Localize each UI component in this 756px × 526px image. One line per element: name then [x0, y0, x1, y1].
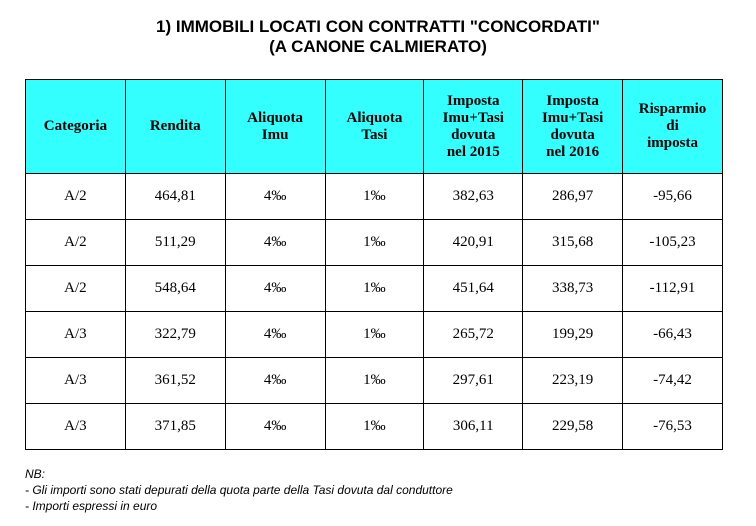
page-title — [0, 17, 756, 57]
table-cell: 1‰ — [325, 220, 424, 266]
table-cell: -74,42 — [623, 358, 723, 404]
column-header-line: Risparmio — [638, 101, 707, 117]
table-cell: 548,64 — [125, 266, 225, 312]
table-cell: 297,61 — [424, 358, 523, 404]
notes-label: NB: — [25, 467, 46, 481]
column-header — [623, 80, 723, 174]
table-header — [26, 80, 723, 174]
note-line-1: - Gli importi sono stati depurati della quota parte della Tasi dovuta dal conduttore — [25, 483, 453, 497]
table-cell: A/3 — [26, 358, 126, 404]
table-cell: -95,66 — [623, 174, 723, 220]
table-cell: 199,29 — [523, 312, 623, 358]
table-cell: 265,72 — [424, 312, 523, 358]
table-cell: -76,53 — [623, 404, 723, 450]
column-header-line: Imu — [261, 126, 289, 143]
table-cell: 1‰ — [325, 266, 424, 312]
table-cell: -66,43 — [623, 312, 723, 358]
table-cell: -105,23 — [623, 220, 723, 266]
column-header-line: di — [666, 118, 679, 134]
note-line-2: - Importi espressi in euro — [25, 499, 158, 513]
table-cell: 223,19 — [523, 358, 623, 404]
table-row — [26, 174, 723, 220]
column-header-line: nel 2016 — [546, 143, 600, 160]
table-body — [26, 174, 723, 450]
column-header — [523, 80, 623, 174]
table-row — [26, 266, 723, 312]
tax-table — [25, 79, 723, 450]
table-cell: 511,29 — [125, 220, 225, 266]
table-cell: 451,64 — [424, 266, 523, 312]
column-header-line: dovuta — [451, 126, 496, 143]
table-cell: 464,81 — [125, 174, 225, 220]
column-header — [225, 80, 325, 174]
table-row — [26, 312, 723, 358]
table-row — [26, 220, 723, 266]
table-row — [26, 358, 723, 404]
table-cell: 4‰ — [225, 220, 325, 266]
table-cell: 315,68 — [523, 220, 623, 266]
column-header-line: nel 2015 — [446, 143, 500, 160]
table-cell: A/2 — [26, 266, 126, 312]
title-line-2: (A CANONE CALMIERATO) — [269, 37, 487, 56]
column-header-line: Tasi — [361, 126, 388, 143]
table-cell: 382,63 — [424, 174, 523, 220]
table-cell: 1‰ — [325, 312, 424, 358]
column-header-line: Imposta — [546, 92, 599, 109]
table-cell: A/2 — [26, 220, 126, 266]
column-header-line: Rendita — [149, 118, 201, 134]
column-header-line: Aliquota — [247, 109, 304, 126]
table-cell: 371,85 — [125, 404, 225, 450]
table-cell: 4‰ — [225, 358, 325, 404]
table-cell: 4‰ — [225, 174, 325, 220]
notes — [25, 466, 453, 514]
table-cell: A/3 — [26, 404, 126, 450]
column-header-line: Imposta — [447, 92, 500, 109]
table-cell: A/2 — [26, 174, 126, 220]
table-cell: 229,58 — [523, 404, 623, 450]
column-header — [325, 80, 424, 174]
table-cell: 306,11 — [424, 404, 523, 450]
table-cell: 286,97 — [523, 174, 623, 220]
column-header-line: imposta — [647, 135, 698, 151]
title-line-1: 1) IMMOBILI LOCATI CON CONTRATTI "CONCORDATI" — [156, 17, 600, 36]
column-header-line: dovuta — [550, 126, 595, 143]
column-header-line: Imu+Tasi — [541, 109, 604, 126]
table-cell: 1‰ — [325, 358, 424, 404]
column-header — [424, 80, 523, 174]
table-cell: 322,79 — [125, 312, 225, 358]
table-cell: 361,52 — [125, 358, 225, 404]
table-cell: 338,73 — [523, 266, 623, 312]
table-cell: 1‰ — [325, 174, 424, 220]
table-cell: -112,91 — [623, 266, 723, 312]
table-cell: A/3 — [26, 312, 126, 358]
table-cell: 420,91 — [424, 220, 523, 266]
column-header-line: Imu+Tasi — [442, 109, 504, 126]
table-cell: 4‰ — [225, 312, 325, 358]
column-header-line: Aliquota — [346, 109, 403, 126]
column-header-line: Categoria — [43, 118, 108, 134]
table-cell: 4‰ — [225, 266, 325, 312]
column-header — [26, 80, 126, 174]
table-cell: 4‰ — [225, 404, 325, 450]
table-cell: 1‰ — [325, 404, 424, 450]
table-row — [26, 404, 723, 450]
header-row — [26, 80, 723, 174]
column-header — [125, 80, 225, 174]
